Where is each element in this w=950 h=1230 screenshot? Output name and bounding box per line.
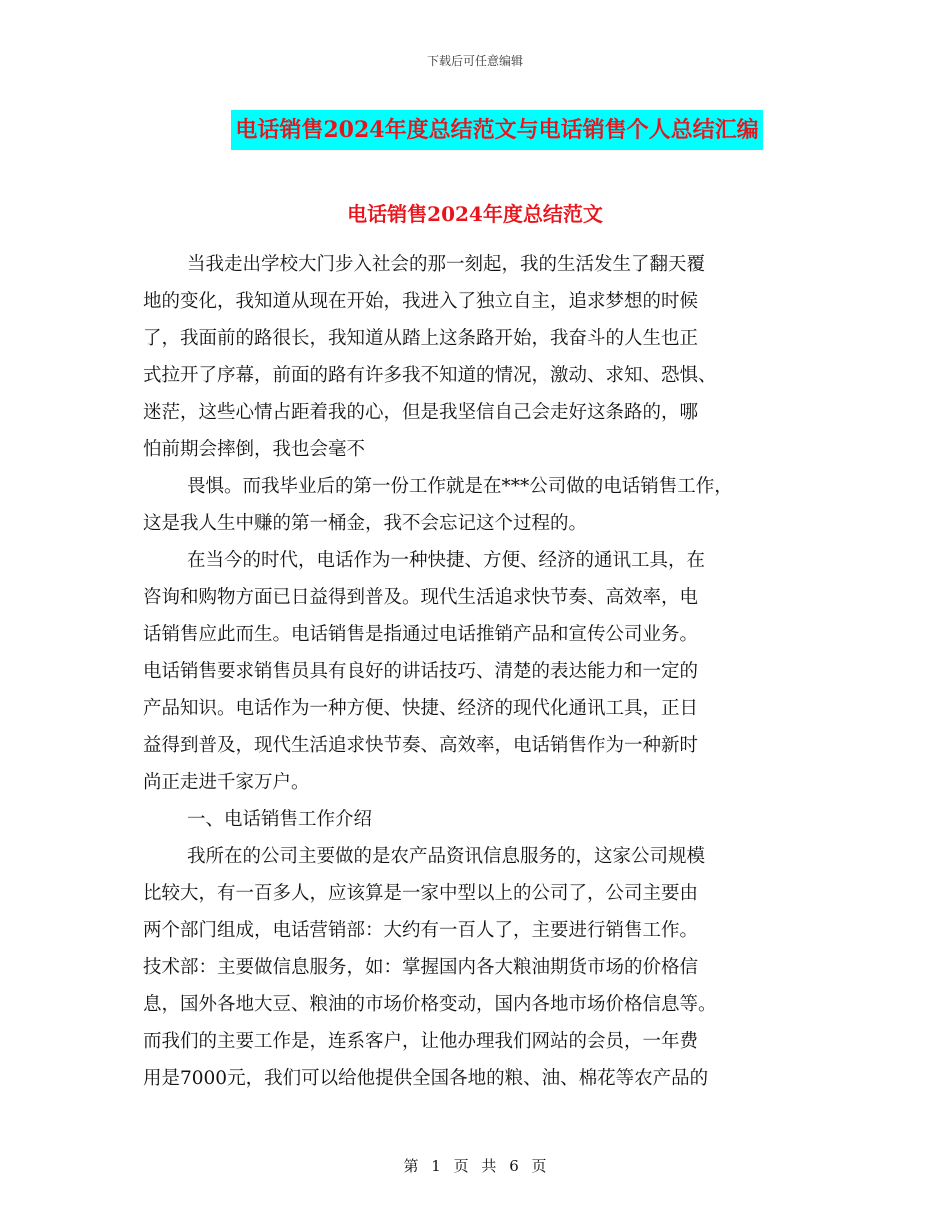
paragraph-line: 咨询和购物方面已日益得到普及。现代生活追求快节奏、高效率，电 bbox=[143, 587, 699, 608]
paragraph-line: 地的变化，我知道从现在开始，我进入了独立自主，追求梦想的时候 bbox=[143, 291, 699, 312]
paragraph-line: 两个部门组成，电话营销部：大约有一百人了，主要进行销售工作。 bbox=[143, 920, 699, 941]
footer-page-label: 页 bbox=[453, 1157, 469, 1175]
footer-page-number: 1 bbox=[431, 1157, 441, 1175]
paragraph-line: 当我走出学校大门步入社会的那一刻起，我的生活发生了翻天覆 bbox=[187, 254, 706, 275]
paragraph-line: 比较大，有一百多人，应该算是一家中型以上的公司了，公司主要由 bbox=[143, 883, 699, 904]
paragraph-line: 而我们的主要工作是，连系客户，让他办理我们网站的会员，一年费 bbox=[143, 1031, 699, 1052]
paragraph-line: 益得到普及，现代生活追求快节奏、高效率，电话销售作为一种新时 bbox=[143, 735, 699, 756]
document-title-text: 电话销售2024年度总结范文与电话销售个人总结汇编 bbox=[231, 110, 762, 150]
paragraph-line: 息，国外各地大豆、粮油的市场价格变动，国内各地市场价格信息等。 bbox=[143, 994, 717, 1015]
document-title bbox=[0, 110, 950, 152]
paragraph-line: 怕前期会摔倒，我也会毫不 bbox=[143, 439, 366, 460]
page-header: 下载后可任意编辑 bbox=[426, 54, 523, 68]
page-footer bbox=[0, 1155, 950, 1176]
section-title: 电话销售2024年度总结范文 bbox=[347, 202, 603, 226]
footer-prefix: 第 bbox=[403, 1157, 419, 1175]
footer-total-pages: 6 bbox=[509, 1157, 519, 1175]
body-text bbox=[143, 246, 807, 1097]
paragraph-line: 畏惧。而我毕业后的第一份工作就是在***公司做的电话销售工作， bbox=[187, 476, 733, 497]
paragraph-line: 迷茫，这些心情占距着我的心，但是我坚信自己会走好这条路的，哪 bbox=[143, 402, 699, 423]
paragraph-line: 尚正走进千家万户。 bbox=[143, 772, 310, 793]
paragraph-line: 产品知识。电话作为一种方便、快捷、经济的现代化通讯工具，正日 bbox=[143, 698, 699, 719]
footer-total-prefix: 共 bbox=[481, 1157, 497, 1175]
paragraph-line: 技术部：主要做信息服务，如：掌握国内各大粮油期货市场的价格信 bbox=[143, 957, 699, 978]
paragraph-line: 式拉开了序幕，前面的路有许多我不知道的情况，激动、求知、恐惧、 bbox=[143, 365, 717, 386]
paragraph-line: 在当今的时代，电话作为一种快捷、方便、经济的通讯工具，在 bbox=[187, 550, 706, 571]
paragraph-line: 话销售应此而生。电话销售是指通过电话推销产品和宣传公司业务。 bbox=[143, 624, 699, 645]
footer-total-label: 页 bbox=[531, 1157, 547, 1175]
paragraph-line: 这是我人生中赚的第一桶金，我不会忘记这个过程的。 bbox=[143, 513, 588, 534]
paragraph-line: 电话销售要求销售员具有良好的讲话技巧、清楚的表达能力和一定的 bbox=[143, 661, 699, 682]
paragraph-line: 用是7000元，我们可以给他提供全国各地的粮、油、棉花等农产品的 bbox=[143, 1068, 709, 1089]
paragraph-line: 我所在的公司主要做的是农产品资讯信息服务的，这家公司规模 bbox=[187, 846, 706, 867]
paragraph-line: 了，我面前的路很长，我知道从踏上这条路开始，我奋斗的人生也正 bbox=[143, 328, 699, 349]
subheading: 一、电话销售工作介绍 bbox=[187, 809, 373, 830]
